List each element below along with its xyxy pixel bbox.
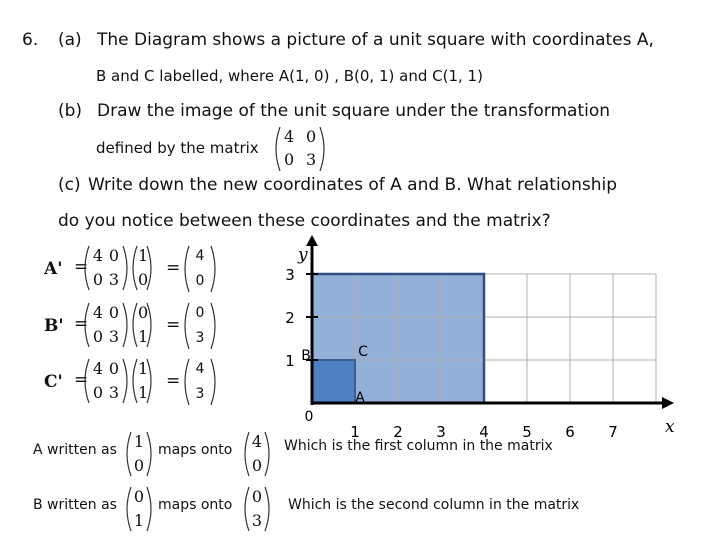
matrix-entry: 3 — [195, 330, 205, 347]
y-tick-label: 1 — [285, 352, 295, 370]
matrix-entry: 0 — [108, 303, 120, 323]
matrix-cell: 0 — [306, 127, 317, 146]
equals-sign: = — [166, 315, 181, 335]
x-tick-label: 6 — [565, 423, 575, 441]
point-c-label: C — [358, 344, 368, 360]
origin-label: 0 — [304, 409, 314, 425]
matrix-entry: 0 — [195, 305, 205, 322]
matrix-cell: 4 — [284, 127, 295, 146]
matrix-entry: 3 — [108, 383, 120, 403]
matrix-entry: 0 — [92, 383, 104, 403]
mapping-prefix: B written as — [33, 497, 117, 513]
matrix-entry: 0 — [138, 270, 149, 290]
question-number: 6. — [22, 30, 39, 50]
point-image-label: A' — [44, 259, 63, 279]
matrix-entry: 0 — [138, 303, 149, 323]
part-c-line2: do you notice between these coordinates and the matrix? — [58, 211, 551, 231]
matrix-entry: 0 — [251, 487, 263, 507]
y-axis-label: y — [298, 245, 308, 265]
x-tick-label: 5 — [522, 423, 532, 441]
part-b-line2: defined by the matrix — [96, 139, 259, 157]
mapping-note: Which is the first column in the matrix — [284, 438, 553, 454]
matrix-cell: 3 — [306, 150, 317, 169]
matrix-cell: 0 — [284, 150, 295, 169]
mapping-note: Which is the second column in the matrix — [288, 497, 580, 513]
point-a-label: A — [355, 390, 365, 406]
part-a-label: (a) — [58, 30, 82, 50]
equals-sign: = — [166, 258, 181, 278]
mapping-mid: maps onto — [158, 497, 233, 513]
equals-sign: = — [166, 371, 181, 391]
part-c-label: (c) — [58, 175, 81, 195]
matrix-entry: 0 — [108, 246, 120, 266]
matrix-entry: 1 — [138, 383, 149, 403]
mapping-prefix: A written as — [33, 442, 117, 458]
matrix-entry: 1 — [138, 359, 149, 379]
part-b-line1: Draw the image of the unit square under the transformation — [97, 101, 611, 121]
x-tick-label: 7 — [608, 423, 618, 441]
x-tick-label: 2 — [393, 423, 403, 441]
matrix-entry: 4 — [251, 432, 263, 452]
mapping-mid: maps onto — [158, 442, 233, 458]
part-b-label: (b) — [58, 101, 83, 121]
matrix-entry: 3 — [108, 327, 120, 347]
y-tick-label: 3 — [285, 266, 295, 284]
point-image-label: B' — [44, 316, 64, 336]
y-tick-label: 2 — [285, 309, 295, 327]
matrix-entry: 4 — [92, 303, 104, 323]
part-c-line1: Write down the new coordinates of A and B. What relationship — [88, 175, 618, 195]
matrix-entry: 3 — [251, 511, 263, 531]
matrix-entry: 0 — [92, 270, 104, 290]
matrix-entry: 3 — [195, 386, 205, 403]
y-axis-arrow — [306, 235, 318, 246]
x-tick-label: 4 — [479, 423, 489, 441]
point-b-label: B — [301, 348, 311, 364]
matrix-entry: 4 — [195, 248, 205, 265]
point-image-label: C' — [44, 372, 63, 392]
x-tick-label: 1 — [350, 423, 360, 441]
matrix-entry: 1 — [133, 511, 145, 531]
unit-square — [312, 360, 355, 403]
equals-sign: = — [74, 257, 89, 277]
matrix-entry: 4 — [92, 246, 104, 266]
matrix-entry: 1 — [138, 327, 149, 347]
equals-sign: = — [74, 314, 89, 334]
part-a-line2: B and C labelled, where A(1, 0) , B(0, 1) and C(1, 1) — [96, 67, 483, 85]
matrix-entry: 3 — [108, 270, 120, 290]
matrix-entry: 1 — [138, 246, 149, 266]
part-a-line1: The Diagram shows a picture of a unit square with coordinates A, — [97, 30, 654, 50]
matrix-entry: 0 — [92, 327, 104, 347]
matrix-entry: 0 — [251, 456, 263, 476]
matrix-entry: 1 — [133, 432, 145, 452]
matrix-entry: 0 — [108, 359, 120, 379]
x-axis-arrow — [662, 397, 674, 409]
x-axis-label: x — [665, 417, 675, 437]
matrix-entry: 0 — [195, 273, 205, 290]
matrix-entry: 0 — [133, 487, 145, 507]
matrix-entry: 0 — [133, 456, 145, 476]
matrix-entry: 4 — [92, 359, 104, 379]
x-tick-label: 3 — [436, 423, 446, 441]
matrix-entry: 4 — [195, 361, 205, 378]
equals-sign: = — [74, 370, 89, 390]
